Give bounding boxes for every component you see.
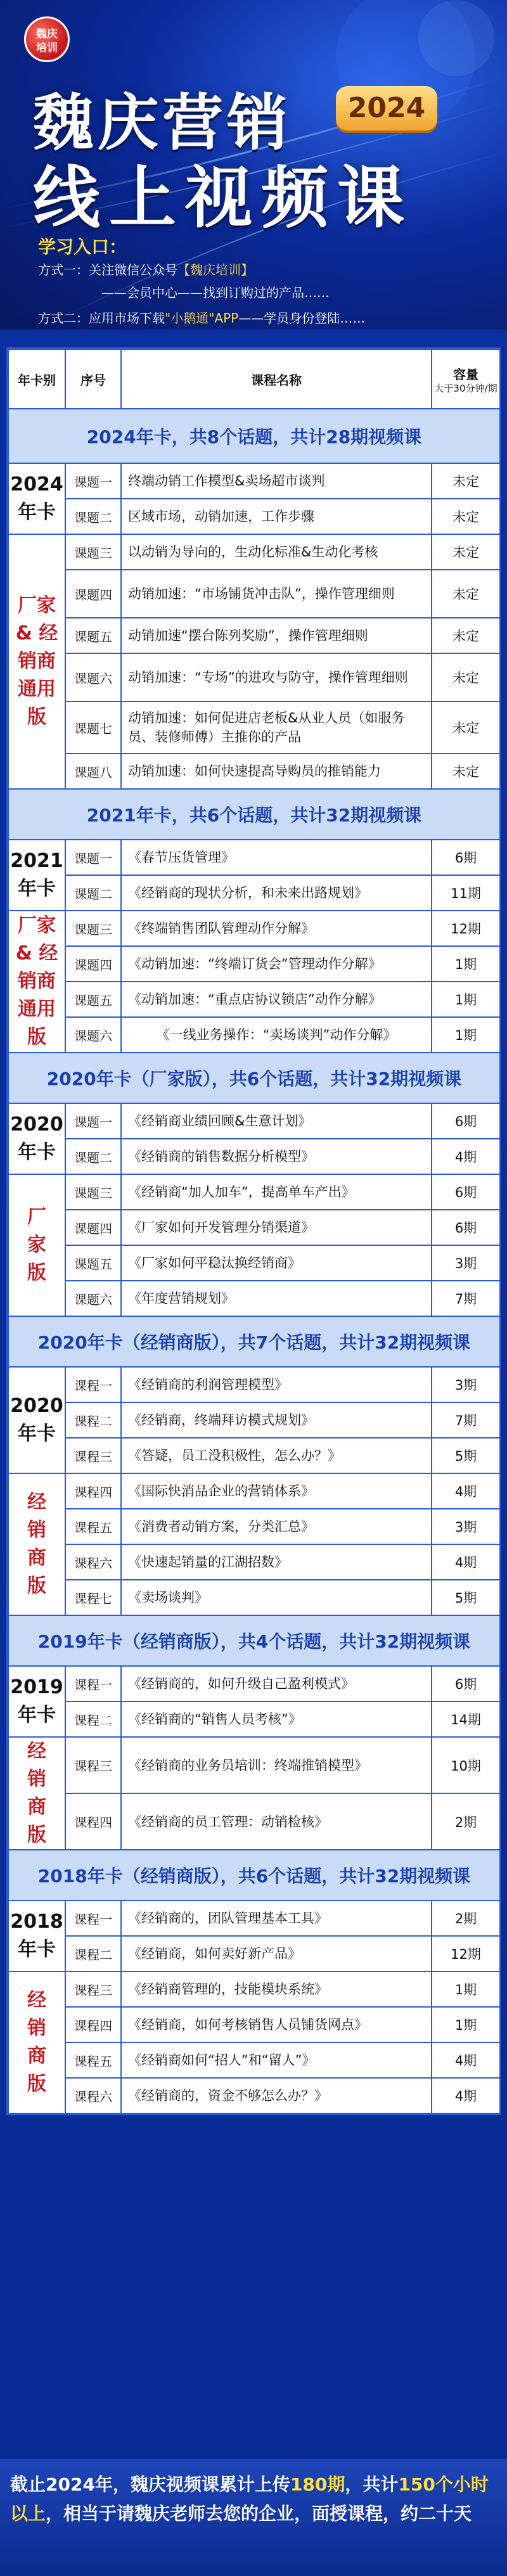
lesson-title: 《年度营销规划》 <box>121 1281 432 1316</box>
section-title: 2020年卡（厂家版），共6个话题，共计32期视频课 <box>8 1053 500 1103</box>
table-row <box>8 1245 500 1281</box>
lesson-capacity: 11期 <box>432 875 500 911</box>
lesson-capacity: 未定 <box>432 618 500 653</box>
table-row <box>8 702 500 753</box>
section-title: 2019年卡（经销商版），共4个话题，共计32期视频课 <box>8 1615 500 1666</box>
logo-text-bottom: 培训 <box>36 42 58 54</box>
lesson-number: 课题三 <box>65 1174 121 1210</box>
lesson-capacity: 未定 <box>432 570 500 618</box>
summary-text-3: ，相当于请魏庆老师去您的企业，面授课程，约二十天 <box>46 2503 472 2524</box>
lesson-capacity: 6期 <box>432 1666 500 1701</box>
lesson-title: 以动销为导向的，生动化标准&生动化考核 <box>121 534 432 570</box>
table-row <box>8 1210 500 1245</box>
table-row <box>8 499 500 534</box>
year-label-line: 2024 <box>10 473 63 496</box>
lesson-capacity: 4期 <box>432 1473 500 1509</box>
lesson-number: 课题四 <box>65 570 121 618</box>
lesson-capacity: 6期 <box>432 840 500 875</box>
lesson-number: 课题二 <box>65 1139 121 1174</box>
lesson-title: 动销加速：“专场”的进攻与防守，操作管理细则 <box>121 653 432 702</box>
edition-label-line: 销 <box>27 1519 46 1541</box>
main-title-line2: 线上视频课 <box>33 159 413 237</box>
lesson-capacity: 未定 <box>432 499 500 534</box>
lesson-number: 课题二 <box>65 875 121 911</box>
table-row <box>8 1971 500 2007</box>
table-header-row <box>8 349 500 409</box>
lesson-title: 动销加速：如何促进店老板&从业人员（如服务员、装修师傅）主推你的产品 <box>121 702 432 753</box>
summary-hours: 150个小时以上 <box>10 2474 489 2524</box>
lesson-number: 课题一 <box>65 463 121 499</box>
edition-label-line: 版 <box>27 1262 46 1284</box>
section-title: 2018年卡（经销商版），共6个话题，共计32期视频课 <box>8 1850 500 1900</box>
lesson-capacity: 4期 <box>432 1544 500 1580</box>
lesson-title: 《卖场谈判》 <box>121 1580 432 1615</box>
lesson-capacity: 4期 <box>432 1139 500 1174</box>
header-year: 年卡别 <box>8 349 65 409</box>
lesson-title: 《经销商，如何考核销售人员铺货网点》 <box>121 2007 432 2042</box>
year-label-line: 年卡 <box>18 501 56 523</box>
lesson-title: 《经销商的现状分析，和未来出路规划》 <box>121 875 432 911</box>
year-label <box>8 463 65 534</box>
table-row <box>8 840 500 875</box>
lesson-title: 《经销商的业务员培训：终端推销模型》 <box>121 1737 432 1793</box>
summary-episodes: 180期 <box>290 2474 345 2495</box>
lesson-capacity: 2期 <box>432 1900 500 1936</box>
lesson-number: 课题四 <box>65 1210 121 1245</box>
lesson-capacity: 未定 <box>432 753 500 789</box>
year-label-line: 2020 <box>10 1395 63 1417</box>
edition-label-line: 版 <box>27 706 46 728</box>
section-title: 2020年卡（经销商版），共7个话题，共计32期视频课 <box>8 1316 500 1367</box>
table-row <box>8 946 500 982</box>
lesson-number: 课题三 <box>65 911 121 946</box>
lesson-title: 《经销商管理的，技能模块系统》 <box>121 1971 432 2007</box>
lesson-capacity: 12期 <box>432 1936 500 1971</box>
year-label <box>8 1367 65 1473</box>
lesson-number: 课程一 <box>65 1900 121 1936</box>
method-two-app: "小鹅通"APP <box>165 311 239 326</box>
lesson-title: 《经销商的，资金不够怎么办？》 <box>121 2078 432 2113</box>
header-capacity-label: 容量 <box>453 366 478 382</box>
lesson-number: 课题二 <box>65 499 121 534</box>
logo-text-top: 魏庆 <box>36 28 58 41</box>
table-row <box>8 1103 500 1139</box>
table-row <box>8 1737 500 1793</box>
year-label-line: 年卡 <box>18 1141 56 1163</box>
lesson-number: 课程三 <box>65 1737 121 1793</box>
section-title: 2024年卡，共8个话题，共计28期视频课 <box>8 409 500 463</box>
header-name: 课程名称 <box>121 349 432 409</box>
table-row <box>8 1174 500 1210</box>
lesson-number: 课程五 <box>65 2042 121 2078</box>
lesson-number: 课程一 <box>65 1666 121 1701</box>
table-row <box>8 2042 500 2078</box>
table-row <box>8 1438 500 1473</box>
lesson-title: 《快速起销量的江湖招数》 <box>121 1544 432 1580</box>
lesson-title: 《经销商的员工管理：动销检核》 <box>121 1793 432 1850</box>
entry-heading: 学习入口： <box>38 236 127 257</box>
lesson-title: 《经销商的“销售人员考核”》 <box>121 1701 432 1737</box>
edition-label-line: 版 <box>27 1575 46 1597</box>
table-row <box>8 982 500 1017</box>
table-row <box>8 753 500 789</box>
lesson-capacity: 14期 <box>432 1701 500 1737</box>
lesson-capacity: 1期 <box>432 1017 500 1053</box>
table-row <box>8 618 500 653</box>
lesson-number: 课题六 <box>65 1017 121 1053</box>
table-row <box>8 2007 500 2042</box>
lesson-title: 《消费者动销方案，分类汇总》 <box>121 1509 432 1544</box>
edition-label-line: 厂家 <box>18 594 56 617</box>
lesson-capacity: 1期 <box>432 946 500 982</box>
edition-label-line: 销 <box>27 1768 46 1790</box>
lesson-title: 《终端销售团队管理动作分解》 <box>121 911 432 946</box>
year-label-line: 年卡 <box>18 878 56 900</box>
lesson-capacity: 6期 <box>432 1103 500 1139</box>
lesson-title: 区域市场，动销加速，工作步骤 <box>121 499 432 534</box>
method-one-account: 【魏庆培训】 <box>177 262 254 278</box>
lesson-number: 课题六 <box>65 1281 121 1316</box>
edition-label <box>8 534 65 789</box>
table-row <box>8 2078 500 2113</box>
year-label <box>8 840 65 911</box>
lesson-capacity: 5期 <box>432 1580 500 1615</box>
edition-label <box>8 1473 65 1615</box>
hero-banner <box>0 0 507 330</box>
summary-footer <box>0 2459 507 2576</box>
lesson-number: 课程六 <box>65 2078 121 2113</box>
year-label-line: 2020 <box>10 1113 63 1136</box>
edition-label-line: 版 <box>27 2073 46 2095</box>
year-label-line: 年卡 <box>18 1704 56 1726</box>
lesson-number: 课题五 <box>65 1245 121 1281</box>
lesson-number: 课题八 <box>65 753 121 789</box>
edition-label-line: 厂家 <box>18 914 56 937</box>
lesson-capacity: 未定 <box>432 653 500 702</box>
lesson-capacity: 1期 <box>432 982 500 1017</box>
edition-label-line: 家 <box>27 1234 46 1256</box>
table-row <box>8 1701 500 1737</box>
lesson-title: 《厂家如何开发管理分销渠道》 <box>121 1210 432 1245</box>
lesson-title: 《春节压货管理》 <box>121 840 432 875</box>
table-row <box>8 1402 500 1438</box>
lesson-title: 《经销商“加人加车”，提高单车产出》 <box>121 1174 432 1210</box>
lesson-capacity: 2期 <box>432 1793 500 1850</box>
lesson-title: 动销加速“摆台陈列奖励”，操作管理细则 <box>121 618 432 653</box>
lesson-title: 《经销商业绩回顾&生意计划》 <box>121 1103 432 1139</box>
lesson-capacity: 6期 <box>432 1210 500 1245</box>
lesson-capacity: 7期 <box>432 1281 500 1316</box>
edition-label-line: 经 <box>27 1740 46 1762</box>
edition-label-line: 厂 <box>27 1206 46 1228</box>
lesson-capacity: 10期 <box>432 1737 500 1793</box>
header-capacity <box>432 349 500 409</box>
section-header-row <box>8 789 500 840</box>
method-one-prefix: 方式一：关注微信公众号 <box>38 262 177 278</box>
table-row <box>8 1473 500 1509</box>
lesson-title: 《国际快消品企业的营销体系》 <box>121 1473 432 1509</box>
table-row <box>8 911 500 946</box>
lesson-title: 《经销商的，团队管理基本工具》 <box>121 1900 432 1936</box>
lesson-capacity: 12期 <box>432 911 500 946</box>
lesson-capacity: 3期 <box>432 1245 500 1281</box>
lesson-number: 课题一 <box>65 1103 121 1139</box>
table-row <box>8 1666 500 1701</box>
lesson-title: 《厂家如何平稳汰换经销商》 <box>121 1245 432 1281</box>
lesson-title: 动销加速：如何快速提高导购员的推销能力 <box>121 753 432 789</box>
header-seq: 序号 <box>65 349 121 409</box>
edition-label-line: 商 <box>27 1796 46 1818</box>
lesson-title: 终端动销工作模型&卖场超市谈判 <box>121 463 432 499</box>
lesson-title: 《一线业务操作：“卖场谈判”动作分解》 <box>121 1017 432 1053</box>
edition-label <box>8 1737 65 1850</box>
lesson-capacity: 6期 <box>432 1174 500 1210</box>
lesson-number: 课题四 <box>65 946 121 982</box>
year-label <box>8 1666 65 1737</box>
edition-label-line: 销商 <box>18 970 56 992</box>
lesson-number: 课题三 <box>65 534 121 570</box>
year-label-line: 年卡 <box>18 1423 56 1445</box>
lesson-number: 课程二 <box>65 1701 121 1737</box>
edition-label-line: 销商 <box>18 650 56 672</box>
lesson-capacity: 3期 <box>432 1509 500 1544</box>
lesson-number: 课题五 <box>65 618 121 653</box>
method-one-path: ——会员中心——找到订购过的产品…… <box>101 285 330 300</box>
edition-label-line: & 经 <box>15 942 58 964</box>
edition-label <box>8 1971 65 2113</box>
lesson-capacity: 4期 <box>432 2042 500 2078</box>
lesson-number: 课程三 <box>65 1971 121 2007</box>
year-label-line: 2021 <box>10 850 63 872</box>
lesson-capacity: 4期 <box>432 2078 500 2113</box>
table-row <box>8 1544 500 1580</box>
table-row <box>8 534 500 570</box>
lesson-title: 《答疑，员工没积极性，怎么办？》 <box>121 1438 432 1473</box>
method-one <box>38 260 254 278</box>
lesson-title: 《经销商的，如何升级自己盈利模式》 <box>121 1666 432 1701</box>
table-row <box>8 570 500 618</box>
section-header-row <box>8 409 500 463</box>
edition-label-line: 版 <box>27 1824 46 1846</box>
lesson-capacity: 1期 <box>432 1971 500 2007</box>
table-row <box>8 463 500 499</box>
summary-text-1: 截止2024年，魏庆视频课累计上传 <box>10 2474 290 2495</box>
method-two-prefix: 方式二：应用市场下载 <box>38 311 165 326</box>
section-title: 2021年卡，共6个话题，共计32期视频课 <box>8 789 500 840</box>
edition-label-line: 销 <box>27 2017 46 2039</box>
table-row <box>8 1017 500 1053</box>
section-header-row <box>8 1615 500 1666</box>
lesson-number: 课题六 <box>65 653 121 702</box>
lesson-number: 课题七 <box>65 702 121 753</box>
lesson-title: 动销加速：“市场铺货冲击队”，操作管理细则 <box>121 570 432 618</box>
brand-logo <box>24 16 70 62</box>
lesson-number: 课程四 <box>65 2007 121 2042</box>
table-row <box>8 1367 500 1402</box>
section-header-row <box>8 1053 500 1103</box>
table-row <box>8 1900 500 1936</box>
lesson-capacity: 3期 <box>432 1367 500 1402</box>
course-table <box>6 347 501 2115</box>
table-row <box>8 1139 500 1174</box>
edition-label-line: 商 <box>27 1547 46 1569</box>
edition-label-line: 通用 <box>18 678 56 700</box>
main-title-line1: 魏庆营销 <box>33 87 292 158</box>
table-row <box>8 1509 500 1544</box>
lesson-title: 《经销商，如何卖好新产品》 <box>121 1936 432 1971</box>
section-header-row <box>8 1850 500 1900</box>
table-row <box>8 1936 500 1971</box>
edition-label-line: 经 <box>27 1491 46 1513</box>
year-label-line: 年卡 <box>18 1938 56 1961</box>
lesson-number: 课程七 <box>65 1580 121 1615</box>
edition-label-line: 通用 <box>18 998 56 1020</box>
edition-label-line: 商 <box>27 2045 46 2067</box>
lesson-title: 《经销商的利润管理模型》 <box>121 1367 432 1402</box>
table-row <box>8 875 500 911</box>
lesson-title: 《经销商，终端拜访模式规划》 <box>121 1402 432 1438</box>
lesson-number: 课程三 <box>65 1438 121 1473</box>
lesson-title: 《经销商如何“招人”和“留人”》 <box>121 2042 432 2078</box>
summary-text-2: ，共计 <box>345 2474 399 2495</box>
edition-label <box>8 1174 65 1316</box>
lesson-number: 课程一 <box>65 1367 121 1402</box>
lesson-number: 课程二 <box>65 1402 121 1438</box>
edition-label-line: & 经 <box>15 622 58 644</box>
lesson-number: 课程四 <box>65 1793 121 1850</box>
lesson-title: 《经销商的销售数据分析模型》 <box>121 1139 432 1174</box>
method-two-suffix: ——学员身份登陆…… <box>238 311 366 326</box>
method-two <box>38 308 365 326</box>
lesson-title: 《动销加速：“重点店协议锁店”动作分解》 <box>121 982 432 1017</box>
header-capacity-sub: 大于30分钟/期 <box>434 382 497 394</box>
edition-label-line: 版 <box>27 1026 46 1048</box>
year-badge: 2024 <box>336 86 437 131</box>
lesson-number: 课程二 <box>65 1936 121 1971</box>
year-label <box>8 1900 65 1971</box>
year-label <box>8 1103 65 1174</box>
edition-label <box>8 911 65 1053</box>
lesson-number: 课题一 <box>65 840 121 875</box>
lesson-capacity: 7期 <box>432 1402 500 1438</box>
lesson-title: 《动销加速：“终端订货会”管理动作分解》 <box>121 946 432 982</box>
table-row <box>8 1793 500 1850</box>
table-row <box>8 1580 500 1615</box>
table-row <box>8 1281 500 1316</box>
lesson-capacity: 未定 <box>432 702 500 753</box>
lesson-number: 课题五 <box>65 982 121 1017</box>
table-row <box>8 653 500 702</box>
lesson-capacity: 1期 <box>432 2007 500 2042</box>
lesson-capacity: 未定 <box>432 463 500 499</box>
lesson-capacity: 未定 <box>432 534 500 570</box>
lesson-capacity: 5期 <box>432 1438 500 1473</box>
section-header-row <box>8 1316 500 1367</box>
lesson-number: 课程四 <box>65 1473 121 1509</box>
year-label-line: 2018 <box>10 1911 63 1933</box>
edition-label-line: 经 <box>27 1989 46 2011</box>
lesson-number: 课程五 <box>65 1509 121 1544</box>
year-label-line: 2019 <box>10 1676 63 1698</box>
lesson-number: 课程六 <box>65 1544 121 1580</box>
